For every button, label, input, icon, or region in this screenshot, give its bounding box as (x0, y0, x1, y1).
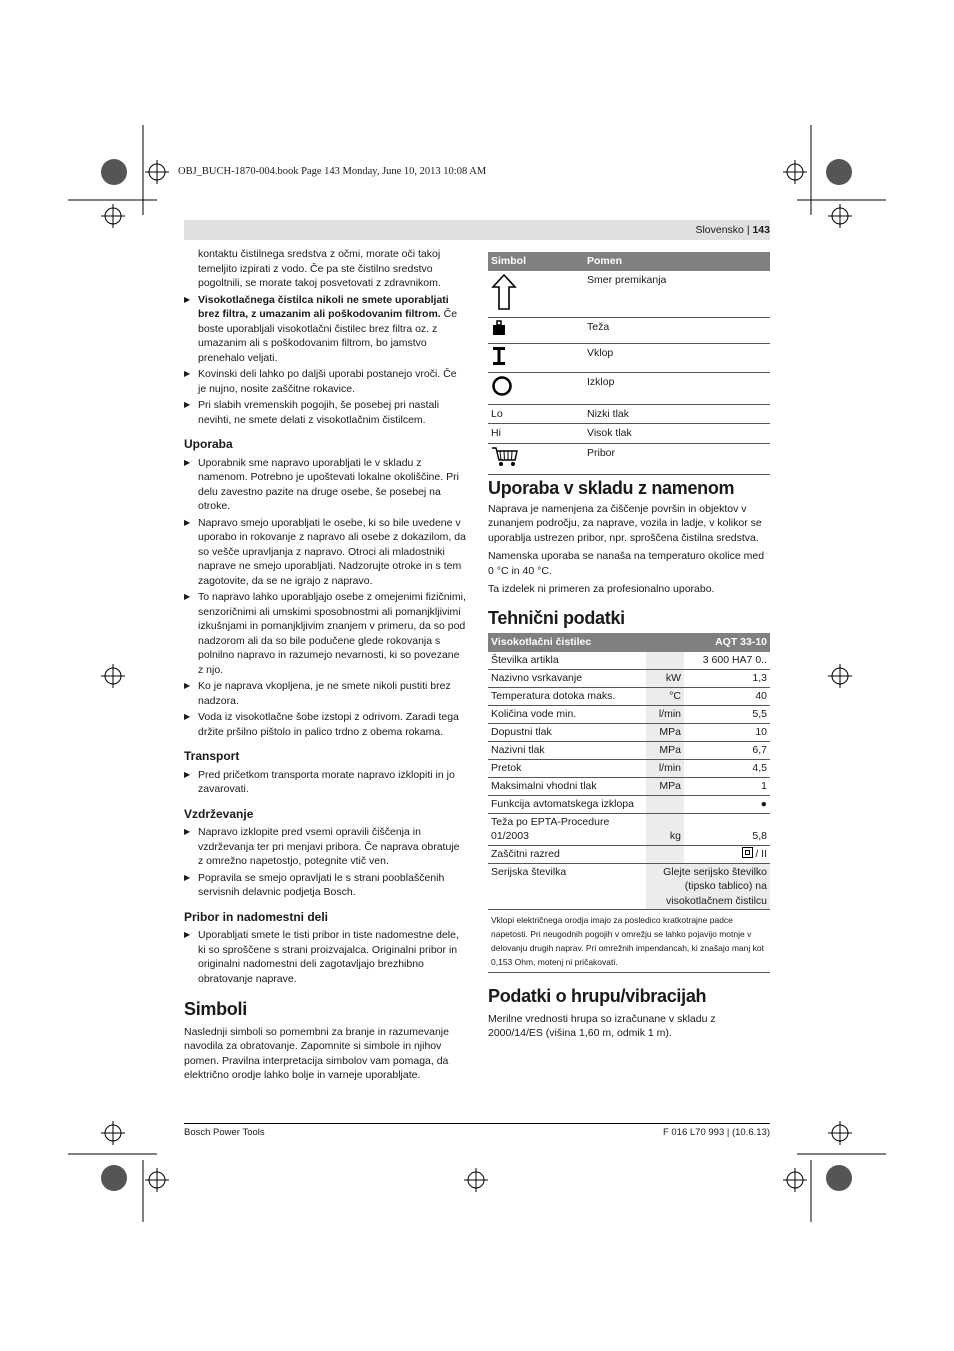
table-row (488, 741, 770, 759)
symbol-meaning: Visok tlak (584, 424, 770, 444)
table-row (488, 271, 770, 318)
table-row (488, 318, 770, 344)
table-row (488, 443, 770, 475)
table-row (488, 652, 770, 670)
column-header-symbol: Simbol (488, 252, 584, 271)
list-item: ▶ Uporabljati smete le tisti pribor in tiste nadomestne dele, ki so sproščene s strani proizvajalca. Originalni pribor in originalni nadomestni deli zagotavljajo brezhibno obratovanje naprave. (184, 928, 466, 986)
row-label: Nazivni tlak (488, 741, 646, 759)
section-heading-uporaba: Uporaba (184, 437, 233, 451)
footer-doc-id: F 016 L70 993 | (10.6.13) (662, 1127, 770, 1138)
row-value: ● (684, 795, 770, 813)
footer-brand: Bosch Power Tools (184, 1127, 265, 1138)
list-item: ▶ Uporabnik sme napravo uporabljati le v skladu z namenom. Potrebno je upoštevati lokalne okoliščine. Pri delu zavestno pazite na druge osebe, še posebej na otroke. (184, 456, 466, 514)
table-row (488, 723, 770, 741)
table-row (488, 424, 770, 444)
row-unit: l/min (646, 759, 684, 777)
row-unit: °C (646, 687, 684, 705)
row-unit: MPa (646, 741, 684, 759)
section-heading-pribor: Pribor in nadomestni deli (184, 909, 329, 924)
row-value: 3 600 HA7 0.. (684, 652, 770, 670)
row-value: 10 (684, 723, 770, 741)
row-label: Teža po EPTA-Procedure 01/2003 (488, 813, 646, 845)
section-title-simboli: Simboli (184, 999, 247, 1019)
simboli-paragraph: Naslednji simboli so pomembni za branje in razumevanje navodila za obratovanje. Zapomnite si simbole in njihov pomen. Pravilna interpretacija simbolov vam pomaga, da električno orodje lahko bolje in varneje uporabljate. (184, 1025, 449, 1081)
footer-divider (184, 1123, 770, 1124)
table-note-row (488, 910, 770, 973)
column-header-product: Visokotlačni čistilec (488, 633, 684, 652)
table-row (488, 705, 770, 723)
accessory-cart-icon (491, 446, 519, 468)
row-unit: MPa (646, 777, 684, 795)
column-header-meaning: Pomen (584, 252, 770, 271)
table-row (488, 845, 770, 863)
row-unit: MPa (646, 723, 684, 741)
row-label: Serijska številka (488, 863, 646, 910)
row-value (684, 845, 770, 863)
table-row (488, 687, 770, 705)
section-title-tehnicni: Tehnični podatki (488, 607, 625, 628)
table-row (488, 795, 770, 813)
table-row (488, 669, 770, 687)
table-row (488, 863, 770, 910)
arrow-direction-icon (491, 273, 517, 311)
row-label: Pretok (488, 759, 646, 777)
row-unit (646, 795, 684, 813)
table-row (488, 404, 770, 424)
row-value: 1 (684, 777, 770, 795)
book-info-line: OBJ_BUCH-1870-004.book Page 143 Monday, June 10, 2013 10:08 AM (178, 166, 487, 177)
list-item: ▶ Visokotlačnega čistilca nikoli ne smete uporabljati brez filtra, z umazanim ali poškodovanim filtrom. Če boste uporabljali visokotlačni čistilec brez filtra oz. z umazanim ali s poškodovanim filtrom, bo jamstvo prenehalo veljati. (184, 293, 466, 366)
symbol-text: Hi (488, 424, 584, 444)
section-heading-transport: Transport (184, 749, 240, 763)
table-header-row (488, 252, 770, 271)
list-item: ▶ Napravo izklopite pred vsemi opravili čiščenja in vzdrževanja ter pri menjavi pribora. Če naprava obratuje z omrežno napetostjo, potegnite vtič ven. (184, 825, 466, 869)
row-label: Številka artikla (488, 652, 646, 670)
symbols-table (488, 252, 770, 475)
list-item: ▶ Ko je naprava vkopljena, je ne smete nikoli pustiti brez nadzora. (184, 679, 466, 708)
header-language: Slovensko (695, 224, 744, 236)
tech-note: Vklopi električnega orodja imajo za posledico kratkotrajne padce napetosti. Pri neugodnih pogojih v omrežju se lahko pojavijo motnje v delovanju drugih naprav. Pri omrežnih impendancah, ki znašajo manj kot 0,153 Ohm, motenj ni pričakovati. (488, 910, 770, 973)
list-item: ▶ Voda iz visokotlačne šobe izstopi z odrivom. Zaradi tega držite pršilno pištolo in palico trdno z obema rokama. (184, 710, 466, 739)
list-item: ▶ Pri slabih vremenskih pogojih, še posebej pri nastali nevihti, ne smete delati z visokotlačnim čistilcem. (184, 398, 466, 427)
page-number: 143 (752, 224, 770, 236)
row-label: Nazivno vsrkavanje (488, 669, 646, 687)
left-column (184, 247, 466, 1083)
table-row (488, 777, 770, 795)
row-unit: kW (646, 669, 684, 687)
right-column (488, 252, 770, 1041)
warnings-list (184, 293, 466, 428)
row-value: 6,7 (684, 741, 770, 759)
table-row (488, 813, 770, 845)
paragraph: Ta izdelek ni primeren za profesionalno uporabo. (488, 583, 715, 595)
section-title-uporaba-namen: Uporaba v skladu z namenom (488, 478, 735, 498)
power-off-icon (491, 375, 513, 397)
row-label: Dopustni tlak (488, 723, 646, 741)
row-unit: kg (646, 813, 684, 845)
power-on-icon (491, 346, 507, 366)
table-row (488, 373, 770, 405)
row-value: 40 (684, 687, 770, 705)
row-label: Temperatura dotoka maks. (488, 687, 646, 705)
row-unit (646, 652, 684, 670)
row-value-text: / II (755, 848, 767, 860)
row-label: Zaščitni razred (488, 845, 646, 863)
protection-class-icon (742, 847, 753, 858)
row-unit (646, 845, 684, 863)
row-value: 5,5 (684, 705, 770, 723)
section-heading-vzdrzevanje: Vzdrževanje (184, 806, 254, 821)
header-separator: | (746, 224, 750, 236)
list-item: ▶ Popravila se smejo opravljati le s strani pooblaščenih servisnih delavnic podjetja Bosch. (184, 871, 466, 900)
list-item: ▶ Napravo smejo uporabljati le osebe, ki so bile uvedene v uporabo in rokovanje z napravo ali osebe z dokazilom, da so vešče upravljanja z napravo. Otroci ali mladostniki naprave ne smejo uporabljati. Nadzorujte otroke in s tem zagotovite, da se ne igrajo z napravo. (184, 516, 466, 589)
row-value: 5,8 (684, 813, 770, 845)
tech-data-table (488, 633, 770, 973)
page-header (695, 224, 770, 236)
symbol-meaning: Smer premikanja (584, 271, 770, 318)
row-label: Maksimalni vhodni tlak (488, 777, 646, 795)
column-header-model: AQT 33-10 (684, 633, 770, 652)
symbol-meaning: Teža (584, 318, 770, 344)
row-label: Funkcija avtomatskega izklopa (488, 795, 646, 813)
symbol-meaning: Izklop (584, 373, 770, 405)
noise-paragraph: Merilne vrednosti hrupa so izračunane v skladu z 2000/14/ES (višina 1,60 m, odmik 1 m). (488, 1012, 716, 1039)
weight-icon (491, 320, 507, 336)
table-row (488, 759, 770, 777)
paragraph: Namenska uporaba se nanaša na temperaturo okolice med 0 °C in 40 °C. (488, 550, 765, 577)
list-item: ▶ Kovinski deli lahko po daljši uporabi postanejo vroči. Če je nujno, nosite zaščitne rokavice. (184, 367, 466, 396)
symbol-meaning: Vklop (584, 343, 770, 373)
intro-paragraph: kontaktu čistilnega sredstva z očmi, morate oči takoj temeljito izpirati z vodo. Če pa ste čistilno sredstvo pogoltnili, se morate takoj posvetovati z zdravnikom. (198, 248, 441, 289)
symbol-text: Lo (488, 404, 584, 424)
paragraph: Naprava je namenjena za čiščenje površin in objektov v zunanjem področju, za naprave, vozila in ladje, v kolikor se uporablja ustrezen pribor, npr. sproščena čistilna sredstva. (488, 502, 762, 544)
row-label: Količina vode min. (488, 705, 646, 723)
table-row (488, 343, 770, 373)
list-item: ▶ Pred pričetkom transporta morate napravo izklopiti in jo zavarovati. (184, 768, 466, 797)
row-unit: l/min (646, 705, 684, 723)
list-item: ▶ To napravo lahko uporabljajo osebe z omejenimi fizičnimi, senzoričnimi ali umskimi sposobnostmi ali pomanjkljivimi izkušnjami in pomanjkljivim znanjem v primeru, da so pod nadzorom ali da so bile podučene glede rokovanja s polnilno napravo in razumejo nevarnosti, ki so povezane z njo. (184, 590, 466, 677)
symbol-meaning: Pribor (584, 443, 770, 475)
table-header-row (488, 633, 770, 652)
row-value: 4,5 (684, 759, 770, 777)
symbol-meaning: Nizki tlak (584, 404, 770, 424)
row-value: 1,3 (684, 669, 770, 687)
header-bar (184, 220, 770, 240)
row-value: Glejte serijsko številko (tipsko tablico) na visokotlačnem čistilcu (646, 863, 770, 910)
section-title-hrup: Podatki o hrupu/vibracijah (488, 986, 707, 1006)
